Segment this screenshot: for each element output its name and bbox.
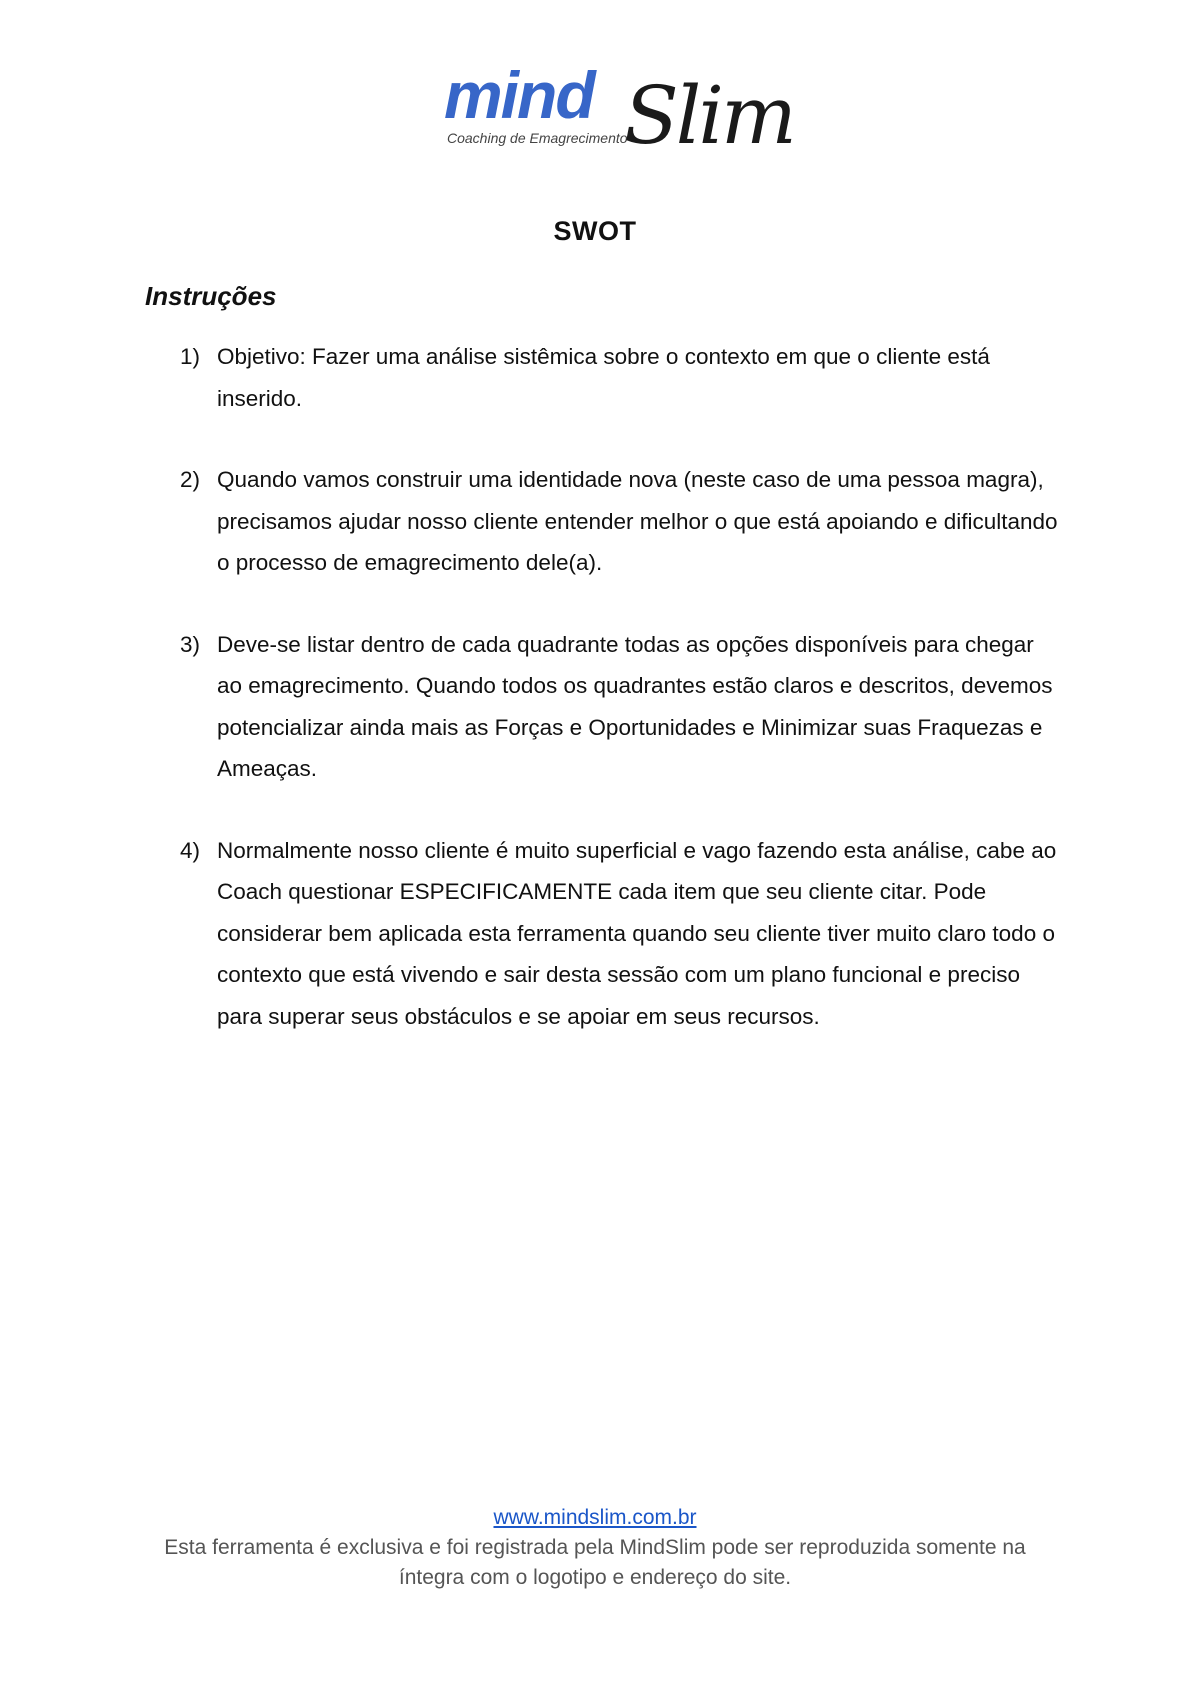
logo-brand-main: mind <box>444 58 594 132</box>
logo-tagline: Coaching de Emagrecimento <box>447 130 628 146</box>
list-item-number: 3) <box>180 631 201 657</box>
list-item <box>180 459 1060 584</box>
instructions-list <box>180 336 1060 1077</box>
list-item-text: Normalmente nosso cliente é muito superficial e vago fazendo esta análise, cabe ao Coach questionar ESPECIFICAMENTE cada item que seu cliente citar. Pode considerar bem aplicada esta ferramenta quando seu cliente tiver muito claro todo o contexto que está vivendo e sair desta sessão com um plano funcional e preciso para superar seus obstáculos e se apoiar em seus recursos. <box>217 837 1057 1029</box>
list-item <box>180 830 1060 1038</box>
website-link[interactable]: www.mindslim.com.br <box>493 1506 697 1529</box>
page-footer <box>0 1503 1190 1593</box>
mindslim-logo <box>444 58 794 162</box>
list-item-text: Deve-se listar dentro de cada quadrante todas as opções disponíveis para chegar ao emagrecimento. Quando todos os quadrantes estão claros e descritos, devemos potencializar ainda mais as Forças e Oportunidades e Minimizar suas Fraquezas e Ameaças. <box>217 631 1053 781</box>
page-title: SWOT <box>553 216 637 246</box>
list-item-text: Quando vamos construir uma identidade nova (neste caso de uma pessoa magra), precisamos ajudar nosso cliente entender melhor o que está apoiando e dificultando o processo de emagrecimento dele(a). <box>217 467 1058 575</box>
footer-note: Esta ferramenta é exclusiva e foi registrada pela MindSlim pode ser reproduzida somente na íntegra com o logotipo e endereço do site. <box>164 1536 1026 1589</box>
logo-brand-script: Slim <box>624 69 794 162</box>
logo-graphic <box>444 58 794 162</box>
list-item-number: 1) <box>180 344 201 369</box>
list-item-number: 4) <box>180 837 201 863</box>
list-item <box>180 624 1060 790</box>
section-heading: Instruções <box>145 281 277 311</box>
list-item <box>180 336 1060 419</box>
list-item-number: 2) <box>180 467 201 492</box>
list-item-text: Objetivo: Fazer uma análise sistêmica sobre o contexto em que o cliente está inserido. <box>217 344 990 411</box>
